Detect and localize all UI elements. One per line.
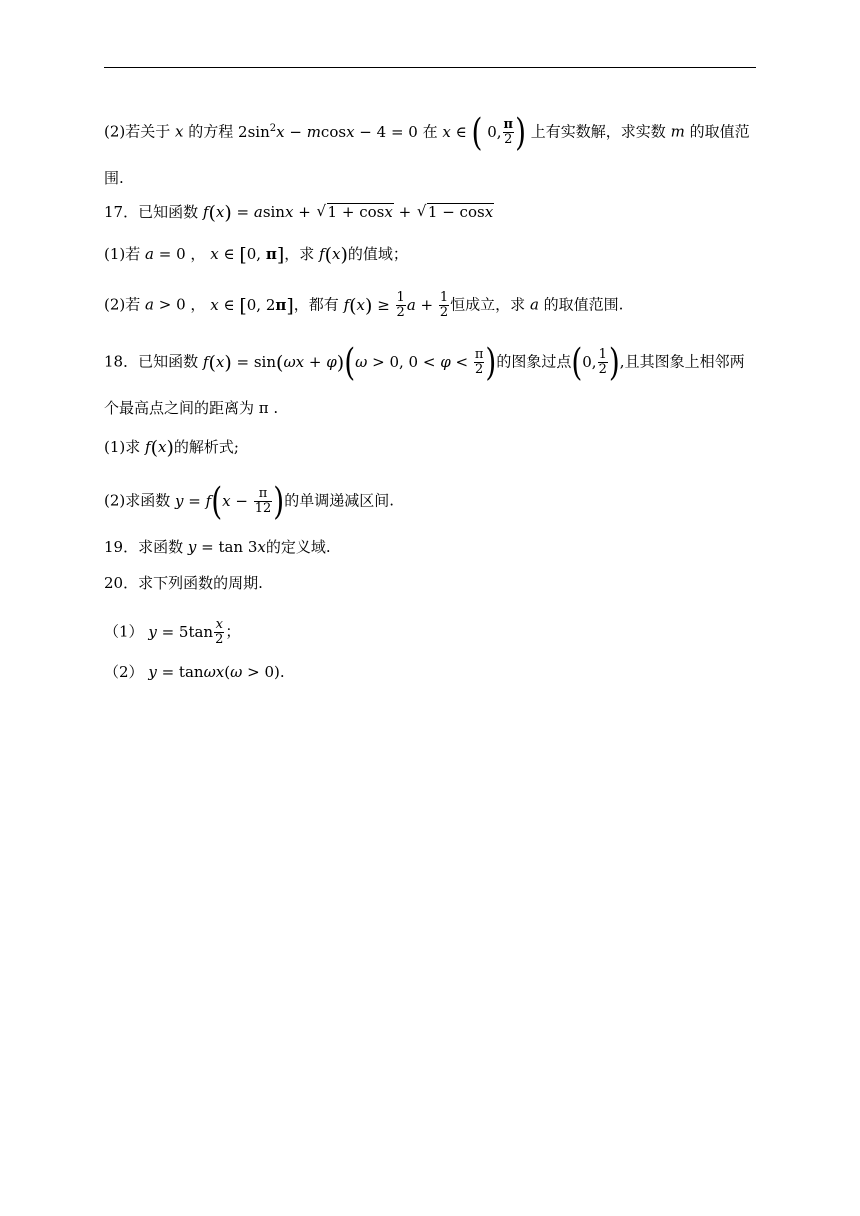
problem-16-part2-line1: (2)若关于 x 的方程 $2\sin^2x - mcosx - 4 = 0$ 在 x ∈ ( 0, $\frac{\pi}{2}$ ) 上有实数解，求实数 m 的取值范 — [104, 109, 750, 155]
p18-function: f(x) = sin(ωx + φ)(ω > 0, 0 < φ < $\frac{\pi}{2}$ ) — [202, 339, 497, 385]
p16-prefix: (2)若关于 — [104, 122, 171, 141]
problem-18-part2: (2)求函数 y = f(x − $\frac{\pi}{12}$ )的单调递减区间. — [104, 478, 394, 524]
problem-20-part1: （1） y = 5tan $\frac{x}{2}$ ； — [104, 617, 241, 647]
problem-20-part2: （2） y = tanωx(ω > 0). — [104, 663, 285, 681]
problem-20-stem: 20．求下列函数的周期. — [104, 574, 263, 592]
p16-interval: x ∈ ( 0, $\frac{\pi}{2}$ ) — [442, 109, 526, 155]
problem-17-stem: 17．已知函数 f(x) = asinx + √ 1 + cosx + √ 1 − cosx — [104, 202, 764, 222]
p16-equation: $2\sin^2x - mcosx - 4 = 0$ — [233, 122, 423, 141]
p18-point: (0, $\frac{1}{2}$ ) — [571, 339, 620, 385]
problem-17-part2: (2)若 a > 0 ， x ∈ [0, 2π]，都有 f(x) ≥ $\frac{1}{2}$ a + $\frac{1}{2}$ 恒成立，求 a 的取值范围. — [104, 290, 624, 320]
problem-18-part1: (1)求 f(x)的解析式; — [104, 437, 239, 459]
problem-16-part2-line2: 围. — [104, 169, 124, 187]
problem-18-stem-line2: 个最高点之间的距离为 π . — [104, 399, 279, 417]
problem-18-stem-line1: 18．已知函数 f(x) = sin(ωx + φ)(ω > 0, 0 < φ < $\frac{\pi}{2}$ )的图象过点(0, $\frac{1}{2}$ ),且其图象上相邻两 — [104, 339, 745, 385]
problem-17-part1: (1)若 a = 0 ， x ∈ [0, π]，求 f(x)的值域； — [104, 244, 408, 266]
problem-19: 19．求函数 y = tan 3x的定义域. — [104, 538, 331, 556]
header-rule — [104, 67, 756, 68]
p17-function: f(x) = asinx + √ 1 + cosx + √ 1 − cosx — [198, 203, 494, 221]
